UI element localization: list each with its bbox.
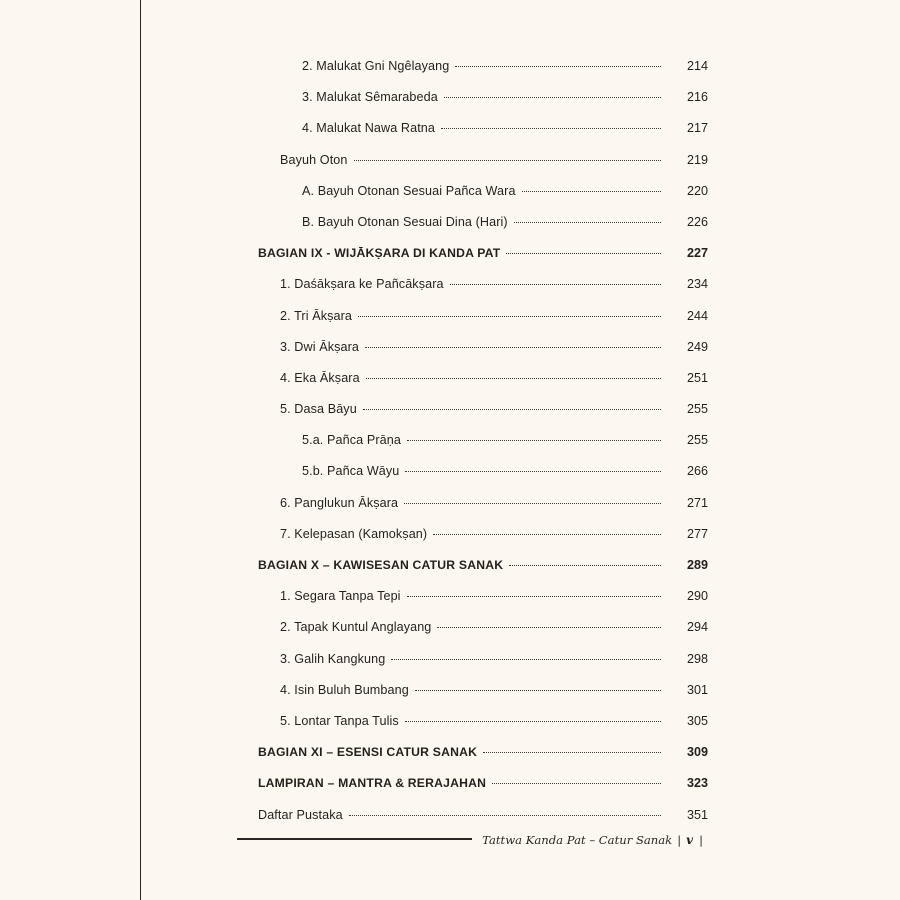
toc-entry-label: 1. Segara Tanpa Tepi	[280, 589, 401, 604]
toc-entry-label: 7. Kelepasan (Kamokṣan)	[280, 526, 428, 541]
toc-entry-label: Daftar Pustaka	[258, 807, 343, 822]
table-of-contents	[258, 60, 708, 840]
toc-entry-label: 3. Malukat Sêmarabeda	[302, 90, 438, 105]
toc-leader-dots	[444, 97, 661, 98]
page-folio-number: v	[686, 833, 694, 847]
footer-rule	[237, 838, 472, 840]
toc-leader-dots	[363, 409, 661, 410]
toc-entry[interactable]	[258, 559, 708, 590]
toc-entry-page-number: 301	[686, 682, 708, 697]
toc-entry[interactable]	[258, 310, 708, 341]
footer-separator: |	[677, 833, 682, 847]
toc-entry-label: 2. Tri Ākṣara	[280, 308, 352, 323]
toc-entry-page-number: 309	[686, 745, 708, 760]
toc-entry-page-number: 249	[686, 339, 708, 354]
toc-entry-page-number: 277	[686, 526, 708, 541]
toc-entry[interactable]	[258, 122, 708, 153]
toc-entry[interactable]	[258, 341, 708, 372]
toc-leader-dots	[483, 752, 661, 753]
toc-entry[interactable]	[258, 185, 708, 216]
toc-entry-label: BAGIAN X – KAWISESAN CATUR SANAK	[258, 558, 504, 572]
toc-entry-page-number: 271	[686, 495, 708, 510]
toc-entry-label: 5. Dasa Bāyu	[280, 402, 357, 417]
footer-endbar: |	[699, 833, 703, 847]
toc-entry-label: 5.a. Pañca Prāṇa	[302, 433, 401, 448]
toc-leader-dots	[522, 191, 661, 192]
toc-leader-dots	[349, 815, 661, 816]
toc-entry-page-number: 289	[686, 558, 708, 572]
toc-entry-page-number: 244	[686, 308, 708, 323]
toc-leader-dots	[365, 347, 661, 348]
toc-entry-page-number: 294	[686, 620, 708, 635]
toc-entry-label: BAGIAN XI – ESENSI CATUR SANAK	[258, 745, 478, 760]
toc-leader-dots	[405, 721, 661, 722]
toc-entry[interactable]	[258, 154, 708, 185]
toc-entry[interactable]	[258, 372, 708, 403]
toc-entry-label: LAMPIRAN – MANTRA & RERAJAHAN	[258, 776, 487, 791]
toc-entry-page-number: 266	[686, 464, 708, 479]
toc-entry[interactable]	[258, 528, 708, 559]
toc-entry-label: 4. Malukat Nawa Ratna	[302, 121, 435, 136]
toc-entry[interactable]	[258, 247, 708, 278]
toc-leader-dots	[450, 284, 661, 285]
toc-entry[interactable]	[258, 465, 708, 496]
toc-entry[interactable]	[258, 777, 708, 808]
toc-entry-label: 3. Dwi Ākṣara	[280, 339, 359, 354]
toc-entry[interactable]	[258, 60, 708, 91]
toc-entry-label: Bayuh Oton	[280, 152, 348, 167]
toc-leader-dots	[407, 596, 661, 597]
toc-leader-dots	[492, 783, 661, 784]
toc-entry-page-number: 234	[686, 277, 708, 292]
toc-leader-dots	[506, 253, 661, 254]
toc-entry-label: B. Bayuh Otonan Sesuai Dina (Hari)	[302, 214, 508, 229]
toc-entry[interactable]	[258, 91, 708, 122]
toc-entry-label: BAGIAN IX - WIJĀKṢARA DI KANDA PAT	[258, 246, 501, 261]
toc-entry[interactable]	[258, 590, 708, 621]
toc-entry-label: 3. Galih Kangkung	[280, 651, 386, 666]
toc-leader-dots	[354, 160, 661, 161]
toc-entry-page-number: 251	[686, 370, 708, 385]
toc-entry-page-number: 227	[686, 246, 708, 261]
toc-entry-label: 2. Malukat Gni Ngêlayang	[302, 59, 450, 73]
toc-leader-dots	[391, 659, 661, 660]
toc-entry-page-number: 290	[686, 589, 708, 604]
toc-entry-page-number: 305	[686, 713, 708, 728]
toc-leader-dots	[437, 627, 661, 628]
toc-entry[interactable]	[258, 403, 708, 434]
toc-entry-label: 2. Tapak Kuntul Anglayang	[280, 620, 432, 635]
page-left-rule	[140, 0, 141, 900]
toc-entry[interactable]	[258, 434, 708, 465]
toc-entry-page-number: 214	[686, 59, 708, 73]
toc-leader-dots	[404, 503, 661, 504]
toc-entry-label: 4. Eka Ākṣara	[280, 370, 360, 385]
toc-entry-page-number: 351	[686, 807, 708, 822]
toc-entry[interactable]	[258, 621, 708, 652]
toc-entry-page-number: 219	[686, 152, 708, 167]
toc-leader-dots	[366, 378, 661, 379]
toc-leader-dots	[405, 471, 661, 472]
toc-entry[interactable]	[258, 216, 708, 247]
toc-entry-page-number: 220	[686, 183, 708, 198]
toc-entry-page-number: 216	[686, 90, 708, 105]
toc-leader-dots	[441, 128, 661, 129]
toc-entry[interactable]	[258, 278, 708, 309]
toc-leader-dots	[455, 66, 661, 67]
page-footer	[237, 833, 703, 847]
toc-entry-label: 6. Panglukun Ākṣara	[280, 495, 399, 510]
toc-entry-label: A. Bayuh Otonan Sesuai Pañca Wara	[302, 183, 516, 198]
toc-entry[interactable]	[258, 746, 708, 777]
toc-entry-label: 4. Isin Buluh Bumbang	[280, 682, 409, 697]
toc-leader-dots	[514, 222, 661, 223]
toc-entry-page-number: 323	[686, 776, 708, 791]
footer-book-title: Tattwa Kanda Pat – Catur Sanak	[482, 833, 673, 847]
toc-entry-page-number: 298	[686, 651, 708, 666]
toc-entry[interactable]	[258, 684, 708, 715]
toc-entry[interactable]	[258, 653, 708, 684]
toc-leader-dots	[433, 534, 661, 535]
toc-leader-dots	[407, 440, 661, 441]
toc-entry-page-number: 217	[686, 121, 708, 136]
toc-leader-dots	[415, 690, 661, 691]
toc-entry-label: 5. Lontar Tanpa Tulis	[280, 713, 399, 728]
toc-entry[interactable]	[258, 497, 708, 528]
toc-entry-page-number: 226	[686, 214, 708, 229]
toc-entry-label: 1. Daśākṣara ke Pañcākṣara	[280, 277, 444, 292]
toc-entry-page-number: 255	[686, 433, 708, 448]
toc-leader-dots	[509, 565, 661, 566]
toc-entry-page-number: 255	[686, 402, 708, 417]
toc-leader-dots	[358, 316, 661, 317]
toc-entry-label: 5.b. Pañca Wāyu	[302, 464, 400, 479]
toc-entry[interactable]	[258, 715, 708, 746]
